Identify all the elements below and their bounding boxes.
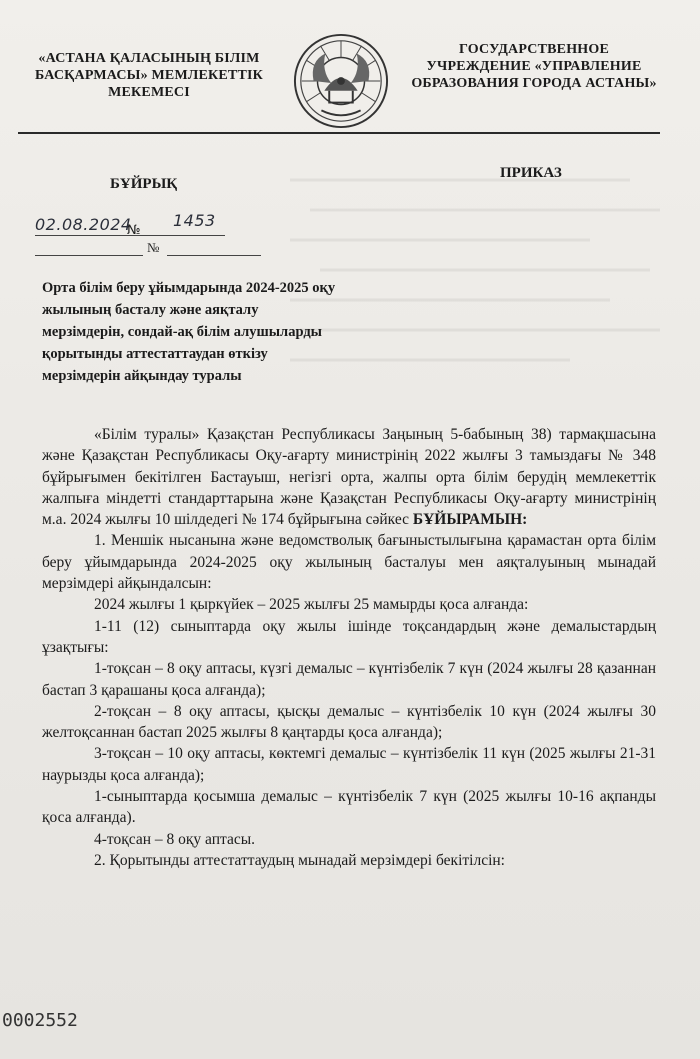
issuer-name-kazakh: «АСТАНА ҚАЛАСЫНЫҢ БІЛІМ БАСҚАРМАСЫ» МЕМЛЕКЕТТІК МЕКЕМЕСІ <box>34 51 264 100</box>
document-type-kazakh: БҰЙРЫҚ <box>110 176 178 192</box>
number-sign: № <box>127 223 141 238</box>
order-title: Орта білім беру ұйымдарында 2024-2025 оқу жылының басталу және аяқталу мерзімдерін, сондай-ақ білім алушыларды қорытынды аттестаттаудан өткізу мерзімдерін айқындау туралы <box>42 280 336 384</box>
bleed-through-texture <box>290 170 670 390</box>
document-type-russian: ПРИКАЗ <box>500 165 562 181</box>
header-divider <box>18 132 660 134</box>
kazakhstan-state-emblem-icon <box>292 32 390 130</box>
quarter-4: 4-тоқсан – 8 оқу аптасы. <box>94 830 256 848</box>
order-body <box>42 424 656 871</box>
registration-line <box>35 213 225 236</box>
quarter-1: 1-тоқсан – 8 оқу аптасы, күзгі демалыс – күнтізбелік 7 күн (2024 жылғы 28 қазаннан бастап 3 қарашаны қоса алғанда); <box>42 660 656 699</box>
clause-1: 1. Меншік нысанына және ведомстволық бағыныстылығына қарамастан орта білім беру ұйымдарында 2024-2025 оқу жылының басталуы мен аяқталуының мынадай мерзімдері айқындалсын: <box>42 532 656 593</box>
clause-2: 2. Қорытынды аттестаттаудың мынадай мерзімдері бекітілсін: <box>94 851 505 869</box>
registration-date: 02.08.2024 <box>35 215 132 234</box>
form-serial-number: 0002552 <box>2 1010 78 1031</box>
quarter-3: 3-тоқсан – 10 оқу аптасы, көктемгі демалыс – күнтізбелік 11 күн (2025 жылғы 21-31 наурызды қоса алғанда); <box>42 745 656 784</box>
issuer-name-russian: ГОСУДАРСТВЕННОЕ УЧРЕЖДЕНИЕ «УПРАВЛЕНИЕ ОБРАЗОВАНИЯ ГОРОДА АСТАНЫ» <box>411 42 657 91</box>
blank-registration-line <box>35 242 261 256</box>
quarters-intro: 1-11 (12) сыныптарда оқу жылы ішінде тоқсандардың және демалыстардың ұзақтығы: <box>42 617 656 656</box>
registration-number: 1453 <box>173 211 216 230</box>
order-word: БҰЙЫРАМЫН: <box>412 511 528 529</box>
quarter-2: 2-тоқсан – 8 оқу аптасы, қысқы демалыс – күнтізбелік 10 күн (2024 жылғы 30 желтоқсаннан бастап 2025 жылғы 8 қаңтарды қоса алғанда); <box>42 702 656 742</box>
first-grade-holiday: 1-сыныптарда қосымша демалыс – күнтізбелік 7 күн (2025 жылғы 10-16 ақпанды қоса алғанда). <box>42 788 656 827</box>
blank-number-sign: № <box>147 240 160 255</box>
preamble-text: «Білім туралы» Қазақстан Республикасы Заңының 5-бабының 38) тармақшасына және Қазақстан Республикасы Оқу-ағарту министрінің 2022 жылғы 3 тамыздағы № 348 бұйрығымен бекітілген Бастауыш, негізгі орта, жалпы орта білім берудің мемлекеттік жалпыға міндетті стандарттарына және Қазақстан Республикасы Оқу-ағарту министрінің м.а. 2024 жылғы 10 шілдедегі № 174 бұйрығына сәйкес <box>42 426 656 529</box>
preamble-paragraph <box>42 424 656 530</box>
blank-underline <box>35 255 143 256</box>
blank-underline <box>167 255 261 256</box>
academic-year-period: 2024 жылғы 1 қыркүйек – 2025 жылғы 25 мамырды қоса алғанда: <box>94 596 529 614</box>
